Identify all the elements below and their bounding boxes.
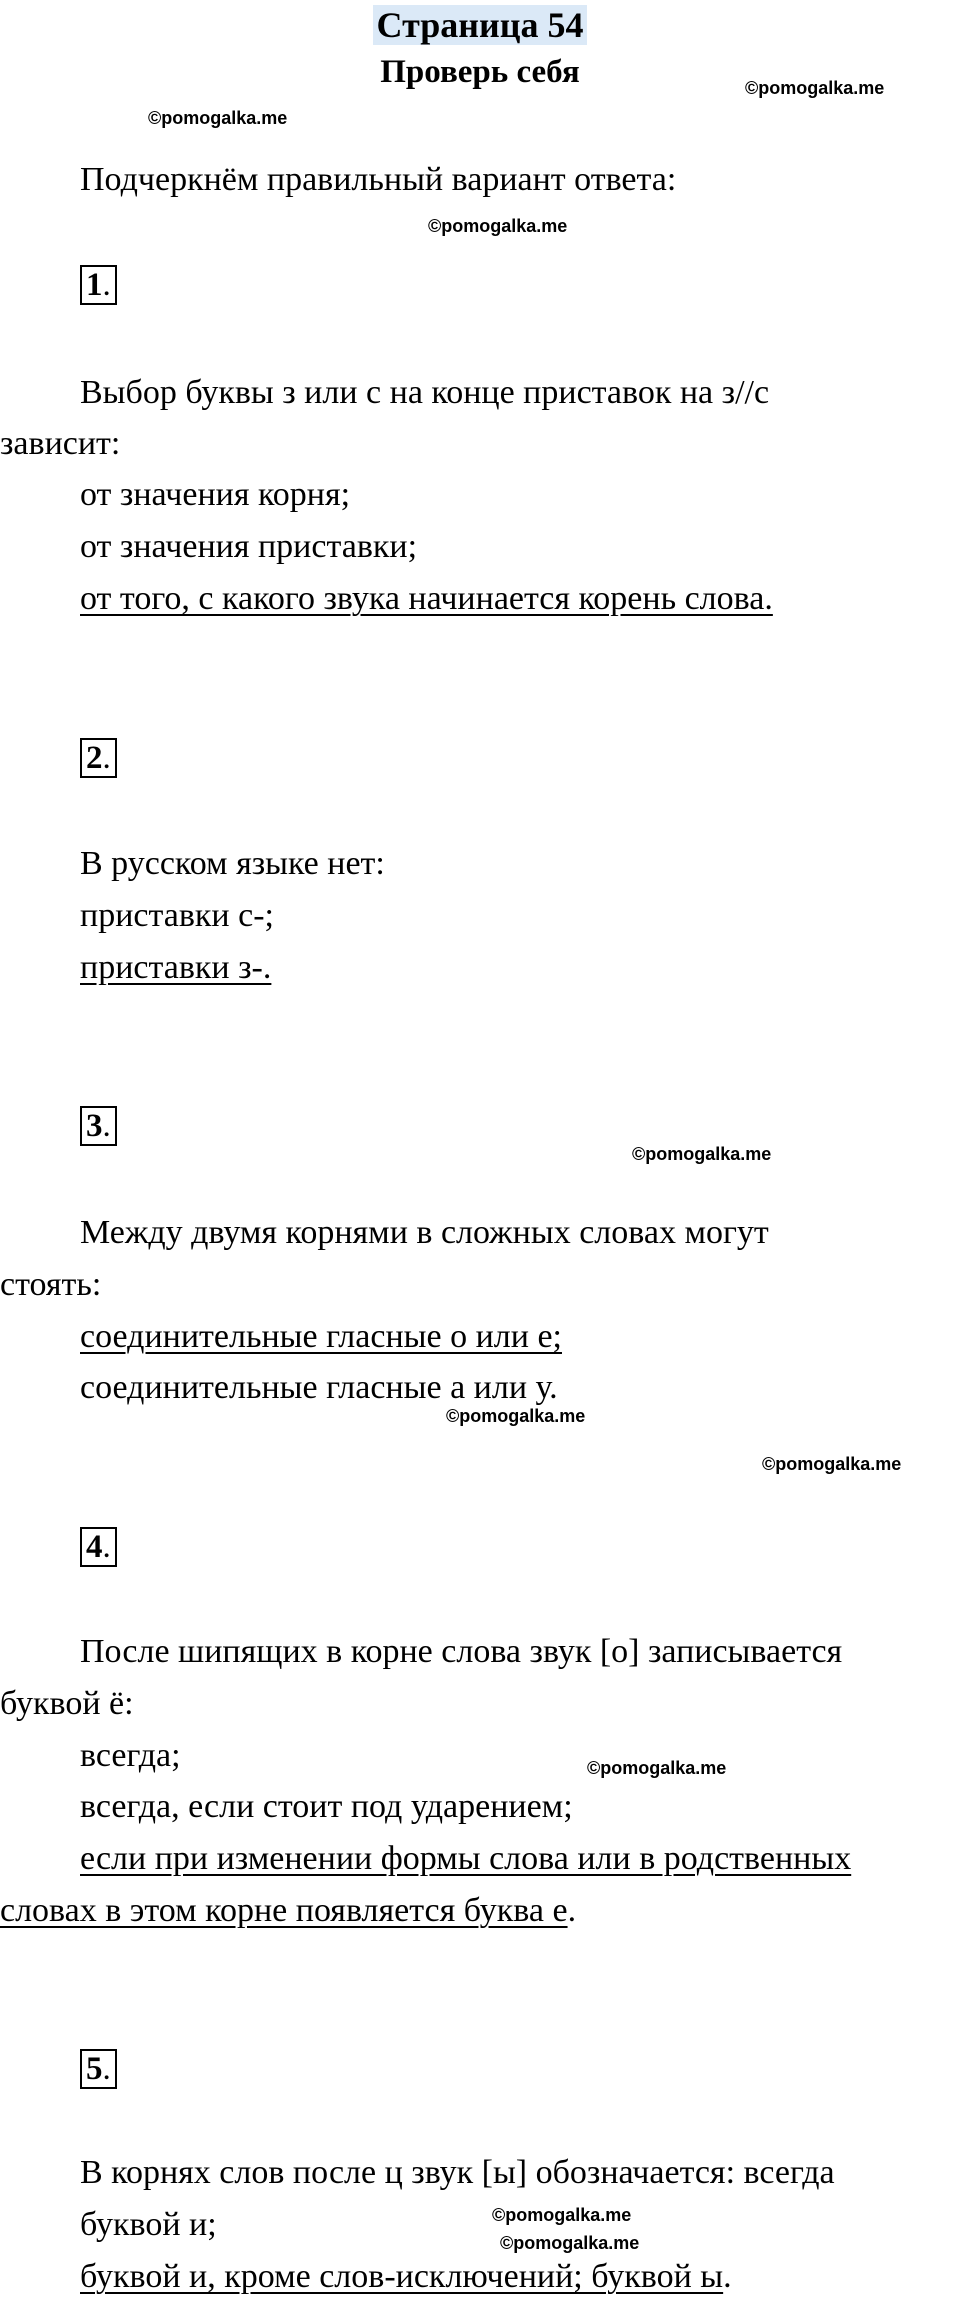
answer-option-continuation: словах в этом корне появляется буква е. (0, 1892, 577, 1929)
watermark: ©pomogalka.me (745, 78, 885, 98)
page-title: Страница 54 (373, 5, 588, 45)
watermark: ©pomogalka.me (632, 1144, 772, 1164)
watermark: ©pomogalka.me (500, 2233, 640, 2253)
answer-option: от значения приставки; (80, 528, 418, 565)
watermark: ©pomogalka.me (492, 2205, 632, 2225)
watermark: ©pomogalka.me (762, 1454, 902, 1474)
answer-option: соединительные гласные а или у. (80, 1369, 558, 1406)
answer-option-correct: если при изменении формы слова или в родственных (80, 1840, 852, 1877)
question-text: Выбор буквы з или с на конце приставок на з//с (80, 374, 770, 411)
watermark: ©pomogalka.me (587, 1758, 727, 1778)
answer-option-correct: от того, с какого звука начинается корень слова. (80, 580, 773, 617)
answer-option-correct: приставки з-. (80, 949, 272, 986)
page-title-wrap (0, 0, 960, 50)
watermark: ©pomogalka.me (446, 1406, 586, 1426)
answer-option: от значения корня; (80, 476, 351, 513)
answer-option: всегда, если стоит под ударением; (80, 1788, 573, 1825)
question-number: 4. (80, 1527, 117, 1567)
question-text: буквой и; (80, 2206, 217, 2243)
page-subtitle: Проверь себя (380, 54, 580, 90)
watermark: ©pomogalka.me (428, 216, 568, 236)
question-text: стоять: (0, 1266, 102, 1303)
question-text: В русском языке нет: (80, 845, 385, 882)
question-text: зависит: (0, 425, 121, 462)
answer-option: приставки с-; (80, 897, 274, 934)
answer-option: всегда; (80, 1737, 181, 1774)
question-number: 5. (80, 2049, 117, 2089)
answer-option-correct: соединительные гласные о или е; (80, 1318, 562, 1355)
question-text: После шипящих в корне слова звук [о] записывается (80, 1633, 843, 1670)
watermark: ©pomogalka.me (148, 108, 288, 128)
question-number: 2. (80, 738, 117, 778)
question-text: буквой ё: (0, 1685, 134, 1722)
intro-text: Подчеркнём правильный вариант ответа: (80, 161, 677, 198)
question-text: В корнях слов после ц звук [ы] обозначается: всегда (80, 2154, 835, 2191)
question-number: 3. (80, 1106, 117, 1146)
question-text: Между двумя корнями в сложных словах могут (80, 1214, 769, 1251)
answer-option-correct: буквой и, кроме слов-исключений; буквой ы. (80, 2258, 732, 2295)
question-number: 1. (80, 265, 117, 305)
